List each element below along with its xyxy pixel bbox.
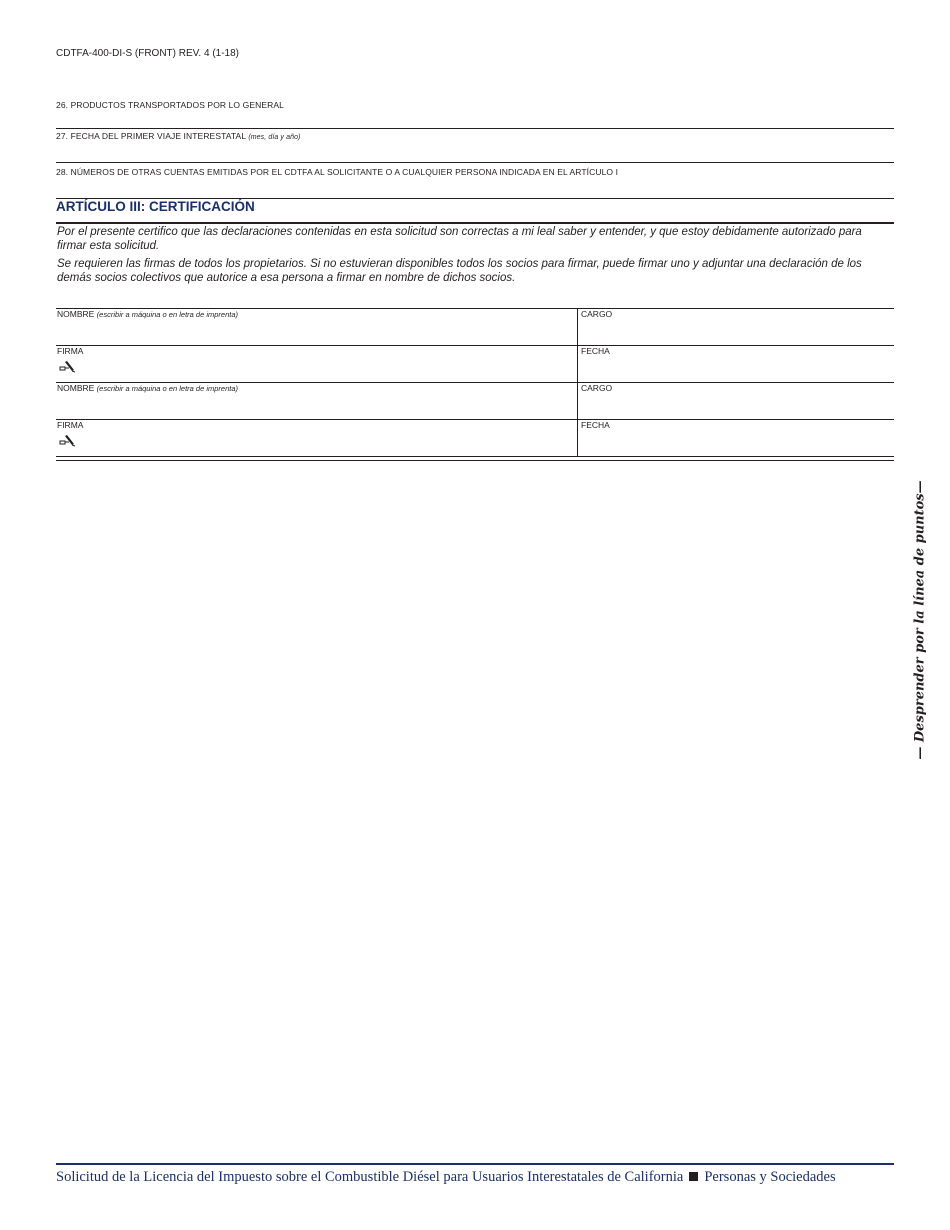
signer-2-signature-field[interactable]	[56, 420, 578, 457]
field-27-note: (mes, día y año)	[248, 134, 301, 141]
signer-1-name-row	[56, 309, 894, 346]
signature-label: FIRMA	[57, 420, 84, 430]
name-note: (escribir a máquina o en letra de imprenta)	[96, 384, 239, 393]
signer-1-title-field[interactable]	[578, 309, 895, 346]
certification-statement: Por el presente certifico que las declaraciones contenidas en esta solicitud son correctas a mi leal saber y entender, y que estoy debidamente autorizado para firmar esta solicitud.	[57, 226, 862, 252]
date-label: FECHA	[581, 346, 610, 356]
signature-block-bottom-rule	[56, 456, 894, 461]
section-title-rule	[56, 222, 894, 224]
pen-sign-icon	[59, 433, 77, 447]
name-note: (escribir a máquina o en letra de imprenta)	[96, 310, 239, 319]
footer-rule	[56, 1163, 894, 1165]
field-27-label: 27. FECHA DEL PRIMER VIAJE INTERESTATAL (mes, día y año)	[56, 131, 301, 141]
signer-2-date-field[interactable]	[578, 420, 895, 457]
pen-sign-icon	[59, 359, 77, 373]
signature-label: FIRMA	[57, 346, 84, 356]
signer-1-date-field[interactable]	[578, 346, 895, 383]
date-label: FECHA	[581, 420, 610, 430]
signature-table	[56, 308, 894, 456]
signer-2-name-row	[56, 383, 894, 420]
form-id: CDTFA-400-DI-S (FRONT) REV. 4 (1-18)	[56, 48, 239, 59]
name-label: NOMBRE	[57, 309, 95, 319]
field-26-label: 26. PRODUCTOS TRANSPORTADOS POR LO GENERAL	[56, 100, 284, 110]
signer-1-signature-row	[56, 346, 894, 383]
title-label: CARGO	[581, 309, 613, 319]
signer-2-title-field[interactable]	[578, 383, 895, 420]
square-bullet-icon	[689, 1172, 698, 1181]
field-27-rule	[56, 162, 894, 163]
title-label: CARGO	[581, 383, 613, 393]
signer-2-name-field[interactable]	[56, 383, 578, 420]
name-label: NOMBRE	[57, 383, 95, 393]
section-title-certification: ARTÍCULO III: CERTIFICACIÓN	[56, 199, 255, 214]
field-26-rule	[56, 128, 894, 129]
detach-instruction: — Desprender por la línea de puntos—	[912, 480, 928, 760]
signer-2-signature-row	[56, 420, 894, 457]
footer-subtitle: Personas y Sociedades	[704, 1169, 836, 1185]
footer-form-title: Solicitud de la Licencia del Impuesto sobre el Combustible Diésel para Usuarios Interestatales de California	[56, 1169, 684, 1185]
field-28-label: 28. NÚMEROS DE OTRAS CUENTAS EMITIDAS POR EL CDTFA AL SOLICITANTE O A CUALQUIER PERSONA INDICADA EN EL ARTÍCULO I	[56, 167, 619, 177]
footer	[56, 1169, 894, 1186]
signature-requirement-note: Se requieren las firmas de todos los propietarios. Si no estuvieran disponibles todos los socios para firmar, puede firmar uno y adjuntar una declaración de los demás socios colectivos que autorice a esa persona a firmar en nombre de dichos socios.	[57, 258, 862, 284]
signer-1-signature-field[interactable]	[56, 346, 578, 383]
signer-1-name-field[interactable]	[56, 309, 578, 346]
